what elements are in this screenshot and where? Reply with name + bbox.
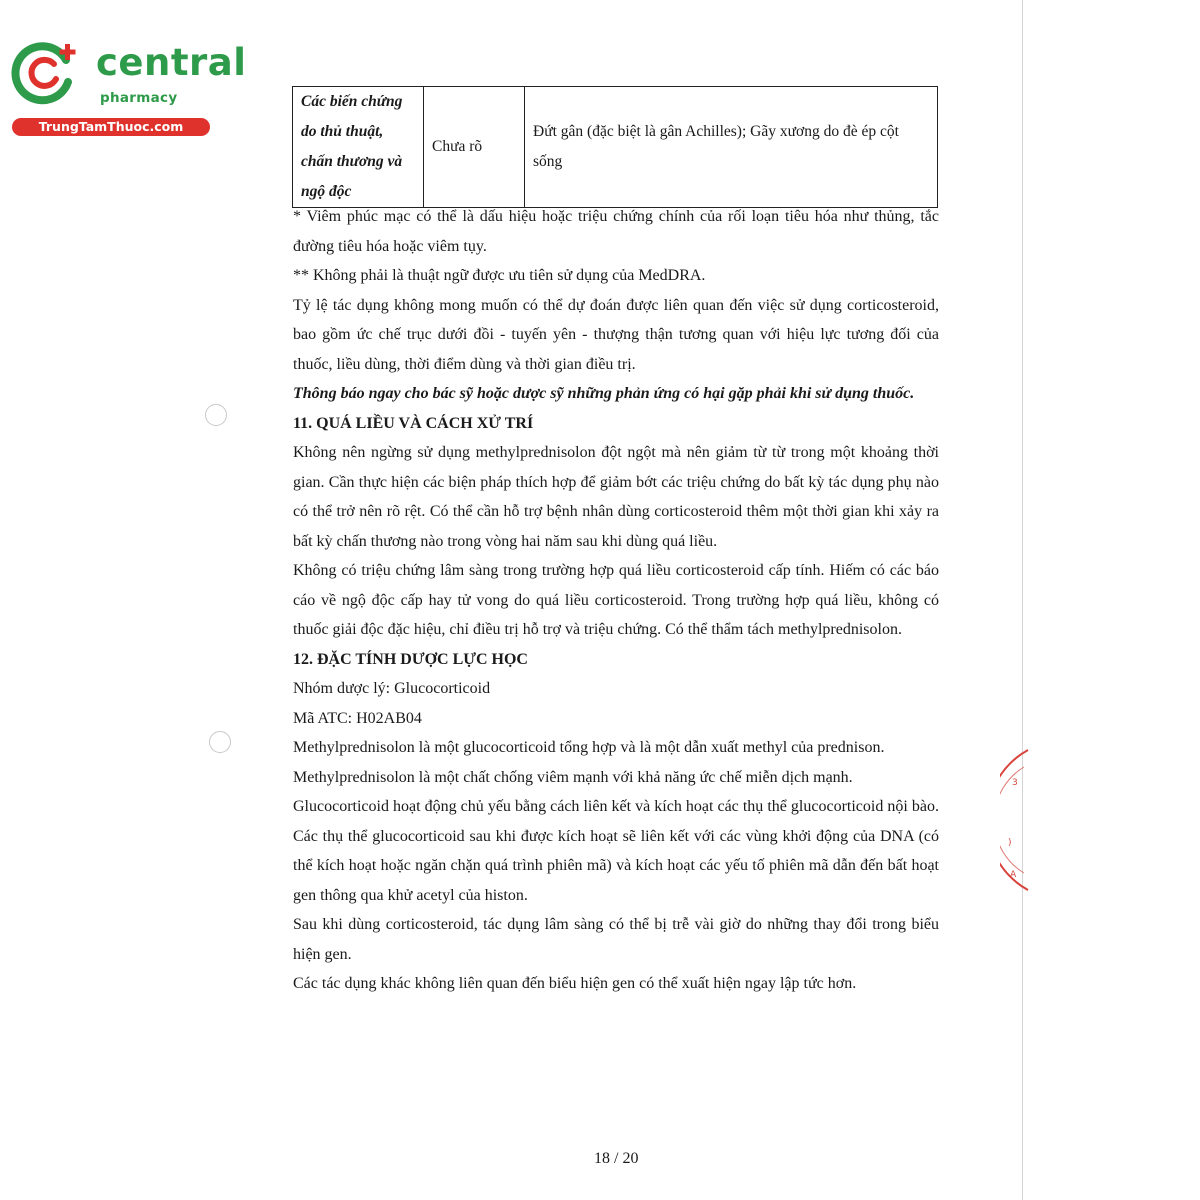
adverse-effects-table — [292, 86, 938, 208]
paragraph: Không có triệu chứng lâm sàng trong trường hợp quá liều corticosteroid cấp tính. Hiếm có các báo cáo về ngộ độc cấp hay tử vong do quá liều corticosteroid. Trong trường hợp quá liều, không có thuốc giải độc đặc hiệu, chỉ điều trị hỗ trợ và triệu chứng. Có thể thẩm tách methylprednisolon. — [293, 562, 939, 638]
footnote: ** Không phải là thuật ngữ được ưu tiên sử dụng của MedDRA. — [293, 267, 706, 284]
table-row — [293, 87, 938, 208]
footnote: * Viêm phúc mạc có thể là dấu hiệu hoặc triệu chứng chính của rối loạn tiêu hóa như thủng, tắc đường tiêu hóa hoặc viêm tụy. — [293, 208, 939, 255]
page-edge-line — [1022, 0, 1023, 1200]
logo-subtitle: pharmacy — [100, 90, 178, 106]
paragraph: Methylprednisolon là một chất chống viêm mạnh với khả năng ức chế miễn dịch mạnh. — [293, 768, 853, 786]
logo-name: central — [96, 41, 247, 84]
central-pharmacy-logo-icon — [10, 38, 80, 108]
paragraph: Tỷ lệ tác dụng không mong muốn có thể dự đoán được liên quan đến việc sử dụng corticosteroid, bao gồm ức chế trục dưới đồi - tuyến yên - thượng thận tương quan với hiệu lực tương đối của thuốc, liều dùng, thời điểm dùng và thời gian điều trị. — [293, 296, 939, 373]
paragraph: Nhóm dược lý: Glucocorticoid — [293, 680, 491, 697]
red-stamp-fragment — [1000, 745, 1030, 895]
paragraph: Các tác dụng khác không liên quan đến biểu hiện gen có thể xuất hiện ngay lập tức hơn. — [293, 975, 857, 992]
svg-text:3: 3 — [1012, 778, 1018, 788]
section-heading: 11. QUÁ LIỀU VÀ CÁCH XỬ TRÍ — [293, 414, 534, 432]
paragraph: Sau khi dùng corticosteroid, tác dụng lâm sàng có thể bị trễ vài giờ do những thay đổi trong biểu hiện gen. — [293, 916, 939, 963]
document-body — [293, 202, 939, 999]
section-heading: 12. ĐẶC TÍNH DƯỢC LỰC HỌC — [293, 650, 528, 668]
svg-text:): ) — [1008, 838, 1012, 848]
warning-text: Thông báo ngay cho bác sỹ hoặc dược sỹ những phản ứng có hại gặp phải khi sử dụng thuốc. — [293, 385, 915, 402]
punch-hole — [205, 404, 227, 426]
brand-logo — [10, 38, 247, 138]
table-cell-effects: Đứt gân (đặc biệt là gân Achilles); Gãy xương do đè ép cột sống — [525, 87, 938, 208]
paragraph: Glucocorticoid hoạt động chủ yếu bằng cách liên kết và kích hoạt các thụ thể glucocorticoid nội bào. Các thụ thể glucocorticoid sau khi được kích hoạt sẽ liên kết với các vùng khởi động của DNA (có thể kích hoạt hoặc ngăn chặn quá trình phiên mã) và kích hoạt các yếu tố phiên mã dẫn đến bất hoạt gen thông qua khử acetyl của histon. — [293, 798, 939, 904]
table-cell-category: Các biến chứng do thủ thuật, chấn thương và ngộ độc — [293, 87, 424, 208]
page-number: 18 / 20 — [594, 1150, 639, 1167]
paragraph: Methylprednisolon là một glucocorticoid tổng hợp và là một dẫn xuất methyl của prednison. — [293, 739, 885, 756]
svg-text:A: A — [1010, 870, 1017, 880]
logo-url-badge: TrungTamThuoc.com — [12, 118, 210, 136]
paragraph: Không nên ngừng sử dụng methylprednisolon đột ngột mà nên giảm từ từ trong một khoảng thời gian. Cần thực hiện các biện pháp thích hợp để giảm bớt các triệu chứng do bất kỳ tác dụng phụ nào có thể trở nên rõ rệt. Có thể cần hỗ trợ bệnh nhân dùng corticosteroid thêm một thời gian khi xảy ra bất kỳ chấn thương nào trong vòng hai năm sau khi dùng quá liều. — [293, 444, 939, 550]
paragraph: Mã ATC: H02AB04 — [293, 709, 422, 727]
table-cell-frequency: Chưa rõ — [424, 87, 525, 208]
punch-hole — [209, 731, 231, 753]
